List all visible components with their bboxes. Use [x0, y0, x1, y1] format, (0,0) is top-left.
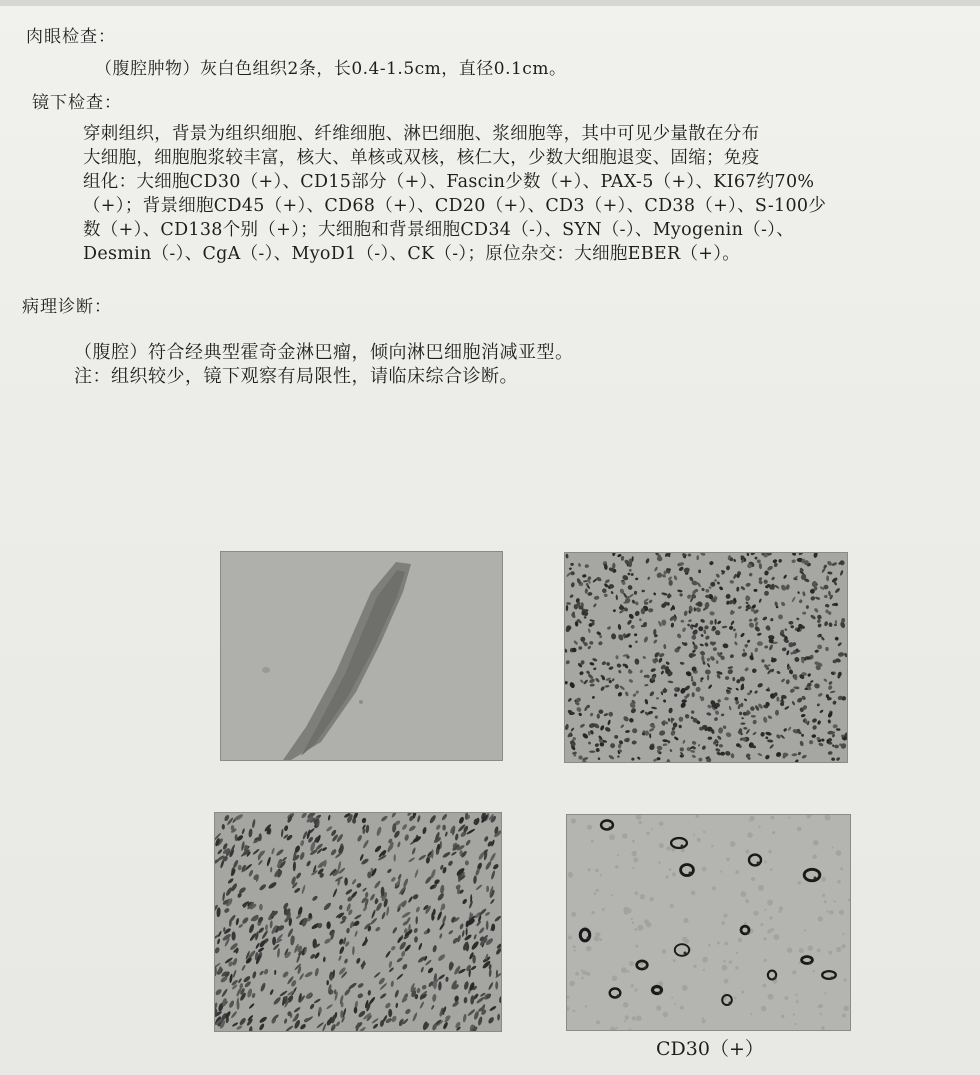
- microscopic-line-1: 穿刺组织，背景为组织细胞、纤维细胞、淋巴细胞、浆细胞等，其中可见少量散在分布: [83, 124, 760, 144]
- micrograph-low-power: [220, 551, 503, 761]
- microscopic-line-2: 大细胞，细胞胞浆较丰富，核大、单核或双核，核仁大，少数大细胞退变、固缩；免疫: [83, 148, 760, 168]
- micrograph-high-power-1: [564, 552, 848, 763]
- microscopic-line-3: 组化：大细胞CD30（+）、CD15部分（+）、Fascin少数（+）、PAX-5（+）、KI67约70%: [83, 172, 815, 192]
- page-top-edge: [0, 0, 980, 6]
- microscopic-line-6: Desmin（-）、CgA（-）、MyoD1（-）、CK（-）；原位杂交：大细胞EBER（+）。: [83, 244, 741, 264]
- diagnosis-text: （腹腔）符合经典型霍奇金淋巴瘤，倾向淋巴细胞消减亚型。: [74, 342, 574, 363]
- diagnosis-note: 注：组织较少，镜下观察有局限性，请临床综合诊断。: [74, 366, 518, 387]
- micrograph-cd30-stain: [566, 814, 851, 1031]
- micrograph-high-power-2: [214, 812, 502, 1032]
- gross-exam-heading: 肉眼检查：: [26, 27, 116, 47]
- microscopic-exam-heading: 镜下检查：: [32, 93, 122, 113]
- pathology-diagnosis-heading: 病理诊断：: [22, 297, 112, 317]
- microscopic-line-5: 数（+）、CD138个别（+）；大细胞和背景细胞CD34（-）、SYN（-）、Myogenin（-）、: [83, 220, 795, 240]
- cd30-caption: CD30（+）: [656, 1038, 764, 1060]
- microscopic-line-4: （+）；背景细胞CD45（+）、CD68（+）、CD20（+）、CD3（+）、CD38（+）、S-100少: [83, 196, 827, 216]
- gross-exam-text: （腹腔肿物）灰白色组织2条，长0.4-1.5cm，直径0.1cm。: [95, 59, 567, 79]
